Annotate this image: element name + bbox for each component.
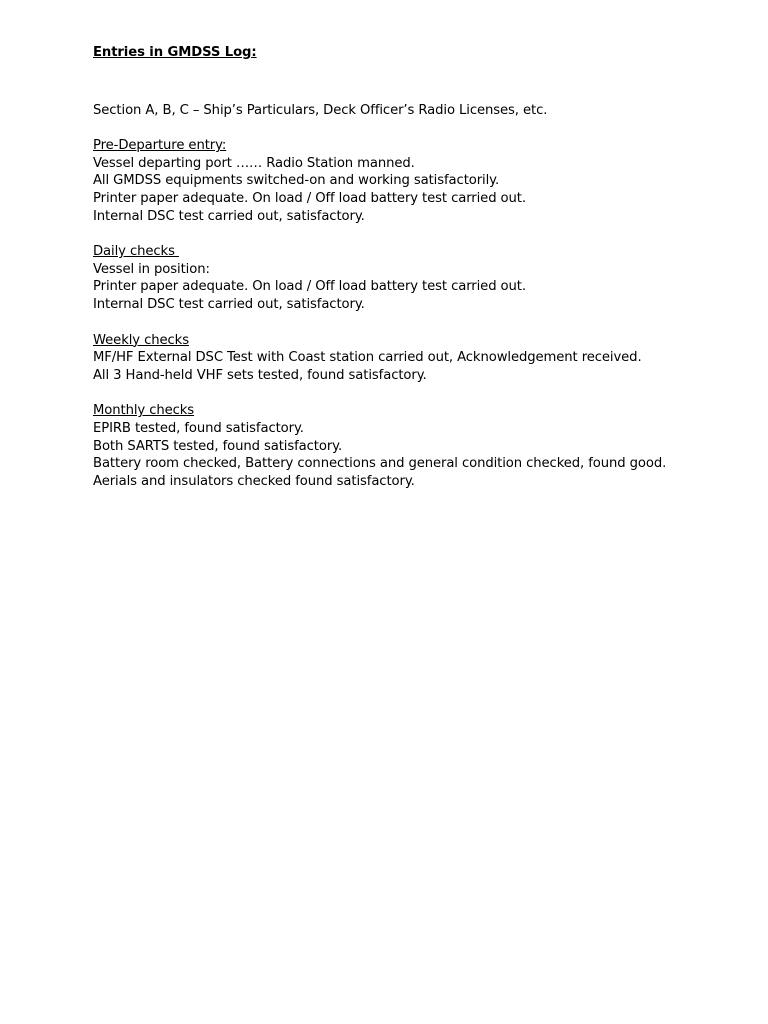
- document-title: [93, 44, 675, 62]
- section-daily-checks: [93, 243, 675, 313]
- log-line: Printer paper adequate. On load / Off load battery test carried out.: [93, 190, 526, 206]
- spacer: [93, 119, 675, 137]
- log-line: EPIRB tested, found satisfactory.: [93, 420, 304, 436]
- intro-line: Section A, B, C – Ship’s Particulars, Deck Officer’s Radio Licenses, etc.: [93, 102, 548, 118]
- log-line: Internal DSC test carried out, satisfactory.: [93, 296, 365, 312]
- section-weekly-checks: [93, 332, 675, 385]
- section-heading: Weekly checks: [93, 332, 189, 348]
- spacer: [93, 62, 675, 102]
- document-title-text: Entries in GMDSS Log: [93, 45, 252, 60]
- log-line: Internal DSC test carried out, satisfactory.: [93, 208, 365, 224]
- log-line: Vessel departing port …… Radio Station manned.: [93, 155, 415, 171]
- spacer: [93, 314, 675, 332]
- log-line: Printer paper adequate. On load / Off load battery test carried out.: [93, 279, 526, 295]
- log-line: Both SARTS tested, found satisfactory.: [93, 438, 343, 454]
- spacer: [93, 225, 675, 243]
- section-pre-departure: [93, 137, 675, 225]
- log-line: All 3 Hand-held VHF sets tested, found satisfactory.: [93, 367, 427, 383]
- section-monthly-checks: [93, 402, 675, 490]
- log-line: All GMDSS equipments switched-on and working satisfactorily.: [93, 173, 500, 189]
- section-heading: Monthly checks: [93, 403, 195, 419]
- spacer: [93, 384, 675, 402]
- log-line: MF/HF External DSC Test with Coast station carried out, Acknowledgement received.: [93, 350, 642, 366]
- document-title-colon: :: [251, 45, 257, 60]
- section-heading: Pre-Departure entry:: [93, 138, 227, 154]
- log-line: Battery room checked, Battery connections and general condition checked, found good.: [93, 456, 667, 472]
- document-page: [93, 44, 675, 490]
- log-line: Vessel in position:: [93, 261, 210, 277]
- section-heading: Daily checks: [93, 244, 179, 260]
- log-line: Aerials and insulators checked found satisfactory.: [93, 473, 415, 489]
